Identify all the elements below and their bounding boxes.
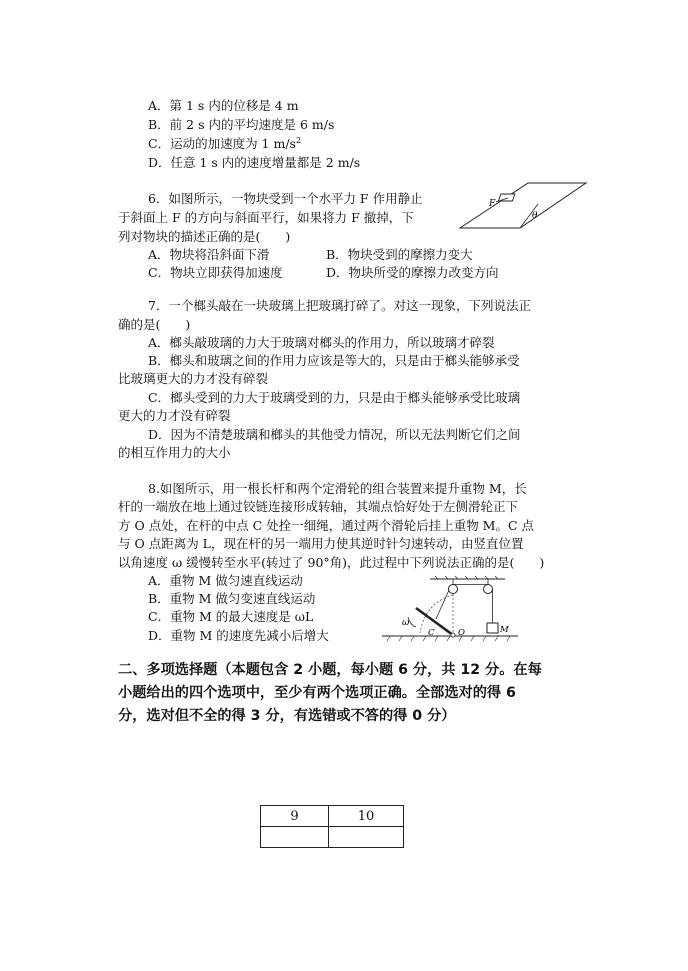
force-label: F — [489, 199, 496, 209]
q7-option-a: A．榔头敲玻璃的力大于玻璃对榔头的作用力，所以玻璃才碎裂 — [148, 335, 495, 350]
section2-line2: 小题给出的四个选项中，至少有两个选项正确。全部选对的得 6 — [118, 685, 516, 701]
answer-table-answer-row — [261, 827, 404, 848]
theta-label: θ — [532, 211, 538, 221]
q7-stem-line2: 确的是( ) — [118, 317, 191, 332]
left-pulley — [449, 585, 458, 594]
section2-line3: 分，选对但不全的得 3 分，有选错或不答的得 0 分） — [118, 708, 456, 724]
q6-option-c: C．物块立即获得加速度 — [148, 265, 283, 280]
incline-plane — [460, 183, 586, 228]
pivot-o — [451, 633, 455, 637]
m-label: M — [500, 625, 509, 635]
incline-figure — [458, 180, 588, 232]
q5-option-b: B．前 2 s 内的平均速度是 6 m/s — [148, 117, 335, 132]
q7-option-d-line2: 的相互作用力的大小 — [118, 445, 231, 460]
o-label: O — [458, 628, 465, 638]
q7-option-c-line1: C．榔头受到的力大于玻璃受到的力，只是由于榔头能够承受比玻璃 — [148, 390, 521, 405]
q8-option-b: B．重物 M 做匀变速直线运动 — [148, 591, 316, 606]
answer-cell-10[interactable] — [329, 827, 404, 848]
q7-option-c-line2: 更大的力才没有碎裂 — [118, 408, 231, 423]
q8-option-d: D．重物 M 的速度先减小后增大 — [148, 628, 329, 643]
q5-option-c — [148, 135, 301, 153]
q7-option-d-line1: D．因为不清楚玻璃和榔头的其他受力情况，所以无法判断它们之间 — [148, 427, 521, 442]
q8-option-c: C．重物 M 的最大速度是 ωL — [148, 609, 314, 624]
q6-option-d: D．物块所受的摩擦力改变方向 — [326, 265, 499, 280]
q5-option-c-text: C．运动的加速度为 1 m/s — [148, 136, 296, 151]
block — [498, 194, 515, 201]
q6-option-b: B．物块受到的摩擦力变大 — [326, 247, 473, 262]
q8-option-a: A．重物 M 做匀速直线运动 — [148, 573, 303, 588]
q6-stem-line2: 于斜面上 F 的方向与斜面平行，如果将力 F 撤掉，下 — [118, 210, 414, 225]
q8-stem-line3: 方 O 点处，在杆的中点 C 处拴一细绳，通过两个滑轮后挂上重物 M。C 点 — [118, 518, 535, 533]
rope-to-c — [436, 590, 449, 619]
q8-stem-line1: 8.如图所示，用一根长杆和两个定滑轮的组合装置来提升重物 M，长 — [148, 481, 527, 496]
answer-table — [260, 805, 404, 848]
pulley-figure — [380, 575, 520, 647]
q5-option-a: A．第 1 s 内的位移是 4 m — [148, 98, 299, 113]
q7-option-b-line1: B．榔头和玻璃之间的作用力应该是等大的，只是由于榔头能够承受 — [148, 353, 520, 368]
right-pulley — [484, 585, 493, 594]
section2-line1: 二、多项选择题（本题包含 2 小题，每小题 6 分，共 12 分。在每 — [118, 662, 542, 678]
answer-header-10: 10 — [329, 806, 404, 827]
q6-stem-line1: 6．如图所示，一物块受到一个水平力 F 作用静止 — [148, 191, 423, 206]
answer-table-header-row — [261, 806, 404, 827]
q8-stem-line2: 杆的一端放在地上通过铰链连接形成转轴，其端点恰好处于左侧滑轮正下 — [118, 499, 519, 514]
weight-m — [487, 623, 498, 633]
omega-label: ω — [402, 618, 410, 628]
q7-option-b-line2: 比玻璃更大的力才没有碎裂 — [118, 371, 269, 386]
q5-option-d: D．任意 1 s 内的速度增量都是 2 m/s — [148, 155, 361, 170]
c-label: C — [428, 628, 435, 638]
q6-stem-line3: 列对物块的描述正确的是( ) — [118, 229, 291, 244]
answer-cell-9[interactable] — [261, 827, 329, 848]
q6-option-a: A．物块将沿斜面下滑 — [148, 247, 270, 262]
q5-option-c-exponent: 2 — [295, 135, 302, 145]
answer-header-9: 9 — [261, 806, 329, 827]
q8-stem-line5: 以角速度 ω 缓慢转至水平(转过了 90°角)，此过程中下列说法正确的是( ) — [118, 555, 545, 570]
q7-stem-line1: 7．一个榔头敲在一块玻璃上把玻璃打碎了。对这一现象，下列说法正 — [148, 298, 531, 313]
q8-stem-line4: 与 O 点距离为 L，现在杆的另一端用力使其逆时针匀速转动，由竖直位置 — [118, 536, 524, 551]
